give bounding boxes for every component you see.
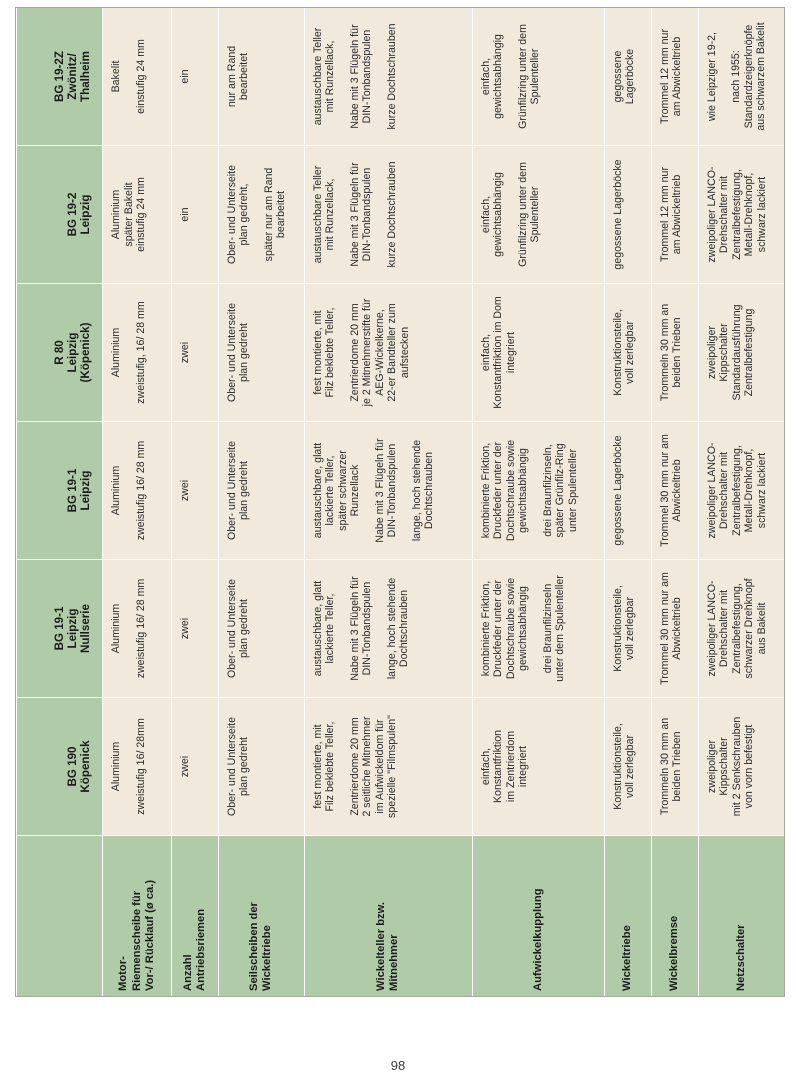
cell-paragraph: zweistufig, 16/ 28 mm — [134, 301, 147, 404]
cell-paragraph: Konstruktionsteile, voll zerlegbar — [611, 309, 637, 396]
cell-paragraph: kurze Dochtschrauben — [385, 23, 398, 130]
table-cell — [651, 560, 698, 698]
cell-paragraph: lange, hoch stehende Dochtschrauben — [385, 577, 411, 680]
column-header-bg191: BG 19-1 Leipzig — [17, 422, 103, 560]
cell-paragraph: Zentrierdome 20 mm 2 seitliche Mitnehmer im Aufwickeldom für spezielle "Filmspulen" — [348, 715, 399, 818]
row-label: Seilscheiben der Wickeltriebe — [218, 836, 304, 998]
column-header-bg192z: BG 19-2Z Zwönitz/ Thalheim — [17, 8, 103, 146]
cell-paragraph: Ober- und Unterseite plan gedreht — [225, 717, 251, 816]
table-cell — [472, 560, 604, 698]
table-cell — [651, 698, 698, 836]
table-cell — [304, 698, 472, 836]
row-label: Anzahl Antriebsriemen — [172, 836, 218, 998]
table-cell — [472, 422, 604, 560]
table-cell — [218, 284, 304, 422]
table-cell — [698, 8, 785, 146]
table-cell — [172, 8, 218, 146]
cell-paragraph: Aluminium — [110, 741, 122, 792]
row-label: Netzschalter — [698, 836, 785, 998]
table-row — [698, 8, 785, 998]
cell-paragraph: Nabe mit 3 Flügeln für DIN-Tonbandspulen — [348, 576, 374, 681]
cell-paragraph: Ober- und Unterseite plan gedreht — [225, 441, 251, 540]
table-cell — [698, 560, 785, 698]
table-cell — [103, 698, 172, 836]
table-cell — [218, 560, 304, 698]
row-label: Wickelteller bzw. Mitnehmer — [304, 836, 472, 998]
cell-paragraph: Aluminium — [110, 327, 122, 378]
spec-table — [16, 7, 785, 997]
cell-paragraph: Grünfilzring unter dem Spulenteller — [516, 162, 542, 267]
row-label: Wickeltriebe — [604, 836, 651, 998]
table-rotation-wrapper — [16, 8, 785, 997]
cell-paragraph: Trommel 30 mm nur am Abwickeltrieb — [658, 572, 684, 685]
cell-paragraph: austauschbare Teller mit Runzellack, — [311, 27, 337, 126]
cell-paragraph: Aluminium — [110, 465, 122, 516]
cell-paragraph: nur am Rand bearbeitet — [225, 45, 251, 108]
table-cell — [103, 284, 172, 422]
cell-paragraph: zwei — [179, 341, 192, 364]
table-row — [604, 8, 651, 998]
table-cell — [172, 422, 218, 560]
cell-paragraph: Bakelit — [110, 60, 122, 93]
cell-paragraph: einfach, gewichtsabhängig — [479, 34, 505, 119]
cell-paragraph: Trommeln 30 mm an beiden Trieben — [658, 717, 684, 816]
table-cell — [103, 146, 172, 284]
table-cell — [304, 8, 472, 146]
cell-paragraph: fest montierte, mit Filz beklebte Teller, — [311, 721, 337, 812]
cell-paragraph: zweistufig 16/ 28 mm — [134, 440, 147, 541]
cell-paragraph: zweistufig 16/ 28mm — [134, 718, 147, 815]
cell-paragraph: Nabe mit 3 Flügeln für DIN-Tonbandspulen — [373, 438, 399, 543]
table-cell — [698, 422, 785, 560]
table-cell — [698, 146, 785, 284]
table-cell — [218, 8, 304, 146]
table-cell — [651, 146, 698, 284]
cell-paragraph: gegossene Lagerböcke — [611, 435, 624, 546]
table-cell — [103, 560, 172, 698]
cell-paragraph: zweipoliger LANCO- Drehschalter mit Zentralbefestigung, schwarzer Drehknopf aus Bakelit — [705, 578, 768, 679]
cell-paragraph: Trommel 30 mm nur am Abwickeltrieb — [658, 434, 684, 547]
cell-paragraph: zweipoliger Kippschalter mit 2 Senkschrauben von vorn befestigt — [705, 716, 756, 817]
header-row — [17, 8, 103, 998]
cell-paragraph: kombinierte Friktion, Druckfeder unter der Dochtschraube sowie gewichtsabhängig — [479, 577, 530, 680]
cell-paragraph: Trommeln 30 mm an beiden Trieben — [658, 303, 684, 402]
cell-paragraph: kurze Dochtschrauben — [385, 161, 398, 268]
table-cell — [604, 146, 651, 284]
table-cell — [604, 284, 651, 422]
cell-paragraph: drei Braunfilzinseln, später Grünfilz-Ring unter Spulenteller — [541, 443, 579, 538]
rotated-spec-table — [15, 7, 785, 997]
cell-paragraph: austauschbare, glatt lackierte Teller, — [311, 580, 337, 677]
cell-paragraph: Aluminium — [110, 603, 122, 654]
header-corner-cell — [17, 836, 103, 998]
cell-paragraph: wie Leipziger 19-2, — [705, 32, 718, 121]
table-cell — [604, 8, 651, 146]
row-label: Motor- Riemenscheibe für Vor-/ Rücklauf (ø ca.) — [103, 836, 172, 998]
table-cell — [172, 560, 218, 698]
cell-paragraph: gegossene Lagerböcke — [611, 48, 637, 105]
table-cell — [218, 698, 304, 836]
cell-paragraph: zwei — [179, 617, 192, 640]
table-row — [103, 8, 172, 998]
cell-paragraph: lange, hoch stehende Dochtschrauben — [410, 439, 436, 542]
table-cell — [304, 146, 472, 284]
table-cell — [651, 284, 698, 422]
cell-paragraph: Ober- und Unterseite plan gedreht, — [225, 165, 251, 264]
cell-paragraph: zweipoliger LANCO- Drehschalter mit Zentralbefestigung, Metall-Drehknopf, schwarz lackiert — [705, 442, 768, 539]
table-cell — [103, 8, 172, 146]
cell-paragraph: ein — [179, 207, 192, 222]
cell-paragraph: Ober- und Unterseite plan gedreht — [225, 303, 251, 402]
cell-paragraph: zwei — [179, 479, 192, 502]
cell-paragraph: ein — [179, 69, 192, 84]
cell-paragraph: einfach, Konstantfriktion im Dom integriert — [479, 296, 517, 409]
table-row — [304, 8, 472, 998]
cell-paragraph: fest montierte, mit Filz beklebte Teller, — [311, 307, 337, 398]
table-cell — [218, 422, 304, 560]
cell-paragraph: gegossene Lagerböcke — [611, 159, 624, 270]
cell-paragraph: Trommel 12 mm nur am Abwickeltrieb — [658, 167, 684, 262]
column-header-bg190: BG 190 Köpenick — [17, 698, 103, 836]
column-header-bg191-nullserie: BG 19-1 Leipzig Nullserie — [17, 560, 103, 698]
table-cell — [103, 422, 172, 560]
row-label: Wickelbremse — [651, 836, 698, 998]
table-cell — [304, 560, 472, 698]
cell-paragraph: zweistufig 16/ 28 mm — [134, 578, 147, 679]
table-cell — [698, 698, 785, 836]
cell-paragraph: austauschbare Teller mit Runzellack, — [311, 165, 337, 264]
cell-paragraph: zweipoliger LANCO- Drehschalter mit Zentralbefestigung, Metall-Drehknopf, schwarz lackiert — [705, 166, 768, 263]
table-cell — [472, 284, 604, 422]
cell-paragraph: einstufig 24 mm — [134, 39, 147, 114]
table-cell — [172, 698, 218, 836]
table-cell — [172, 284, 218, 422]
cell-paragraph: Trommel 12 mm nur am Abwickeltrieb — [658, 29, 684, 124]
table-cell — [604, 560, 651, 698]
table-cell — [172, 146, 218, 284]
cell-paragraph: drei Braunfilzinseln unter dem Spulenteller — [541, 575, 567, 682]
cell-paragraph: Aluminium später Bakelit einstufig 24 mm — [110, 177, 147, 252]
column-header-r80: R 80 Leipzig (Köpenick) — [17, 284, 103, 422]
cell-paragraph: Zentrierdome 20 mm je 2 Mitnehmerstifte für AEG-Wickelkerne, 22-er Bandteller zum aufstecken — [348, 298, 411, 407]
cell-paragraph: austauschbare, glatt lackierte Teller, später schwarzer Runzellack — [311, 442, 362, 539]
table-cell — [604, 698, 651, 836]
cell-paragraph: zwei — [179, 755, 192, 778]
table-row — [472, 8, 604, 998]
table-cell — [304, 284, 472, 422]
table-cell — [472, 8, 604, 146]
table-cell — [472, 698, 604, 836]
table-row — [651, 8, 698, 998]
cell-paragraph: Ober- und Unterseite plan gedreht — [225, 579, 251, 678]
table-cell — [651, 422, 698, 560]
table-row — [218, 8, 304, 998]
cell-paragraph: Konstruktionsteile, voll zerlegbar — [611, 723, 637, 810]
cell-paragraph: kombinierte Friktion, Druckfeder unter der Dochtschraube sowie gewichtsabhängig — [479, 439, 530, 542]
table-cell — [604, 422, 651, 560]
table-cell — [472, 146, 604, 284]
cell-paragraph: einfach, Konstantfriktion im Zentrierdom integriert — [479, 729, 530, 804]
table-cell — [304, 422, 472, 560]
page-number: 98 — [390, 1058, 406, 1073]
cell-paragraph: Konstruktionsteile, voll zerlegbar — [611, 585, 637, 672]
column-header-bg192: BG 19-2 Leipzig — [17, 146, 103, 284]
cell-paragraph: Nabe mit 3 Flügeln für DIN-Tonbandspulen — [348, 24, 374, 129]
table-cell — [651, 8, 698, 146]
cell-paragraph: später nur am Rand bearbeitet — [262, 167, 288, 262]
cell-paragraph: zweipoliger Kippschalter Standardausführung Zentralbefestigung — [705, 304, 756, 401]
table-cell — [698, 284, 785, 422]
table-row — [172, 8, 218, 998]
cell-paragraph: einfach, gewichtsabhängig — [479, 172, 505, 257]
cell-paragraph: nach 1955: Standardzeigerknöpfe aus schwarzem Bakelit — [730, 22, 768, 131]
row-label: Aufwickelkupplung — [472, 836, 604, 998]
cell-paragraph: Grünfilzring unter dem Spulenteller — [516, 24, 542, 129]
table-cell — [218, 146, 304, 284]
cell-paragraph: Nabe mit 3 Flügeln für DIN-Tonbandspulen — [348, 162, 374, 267]
